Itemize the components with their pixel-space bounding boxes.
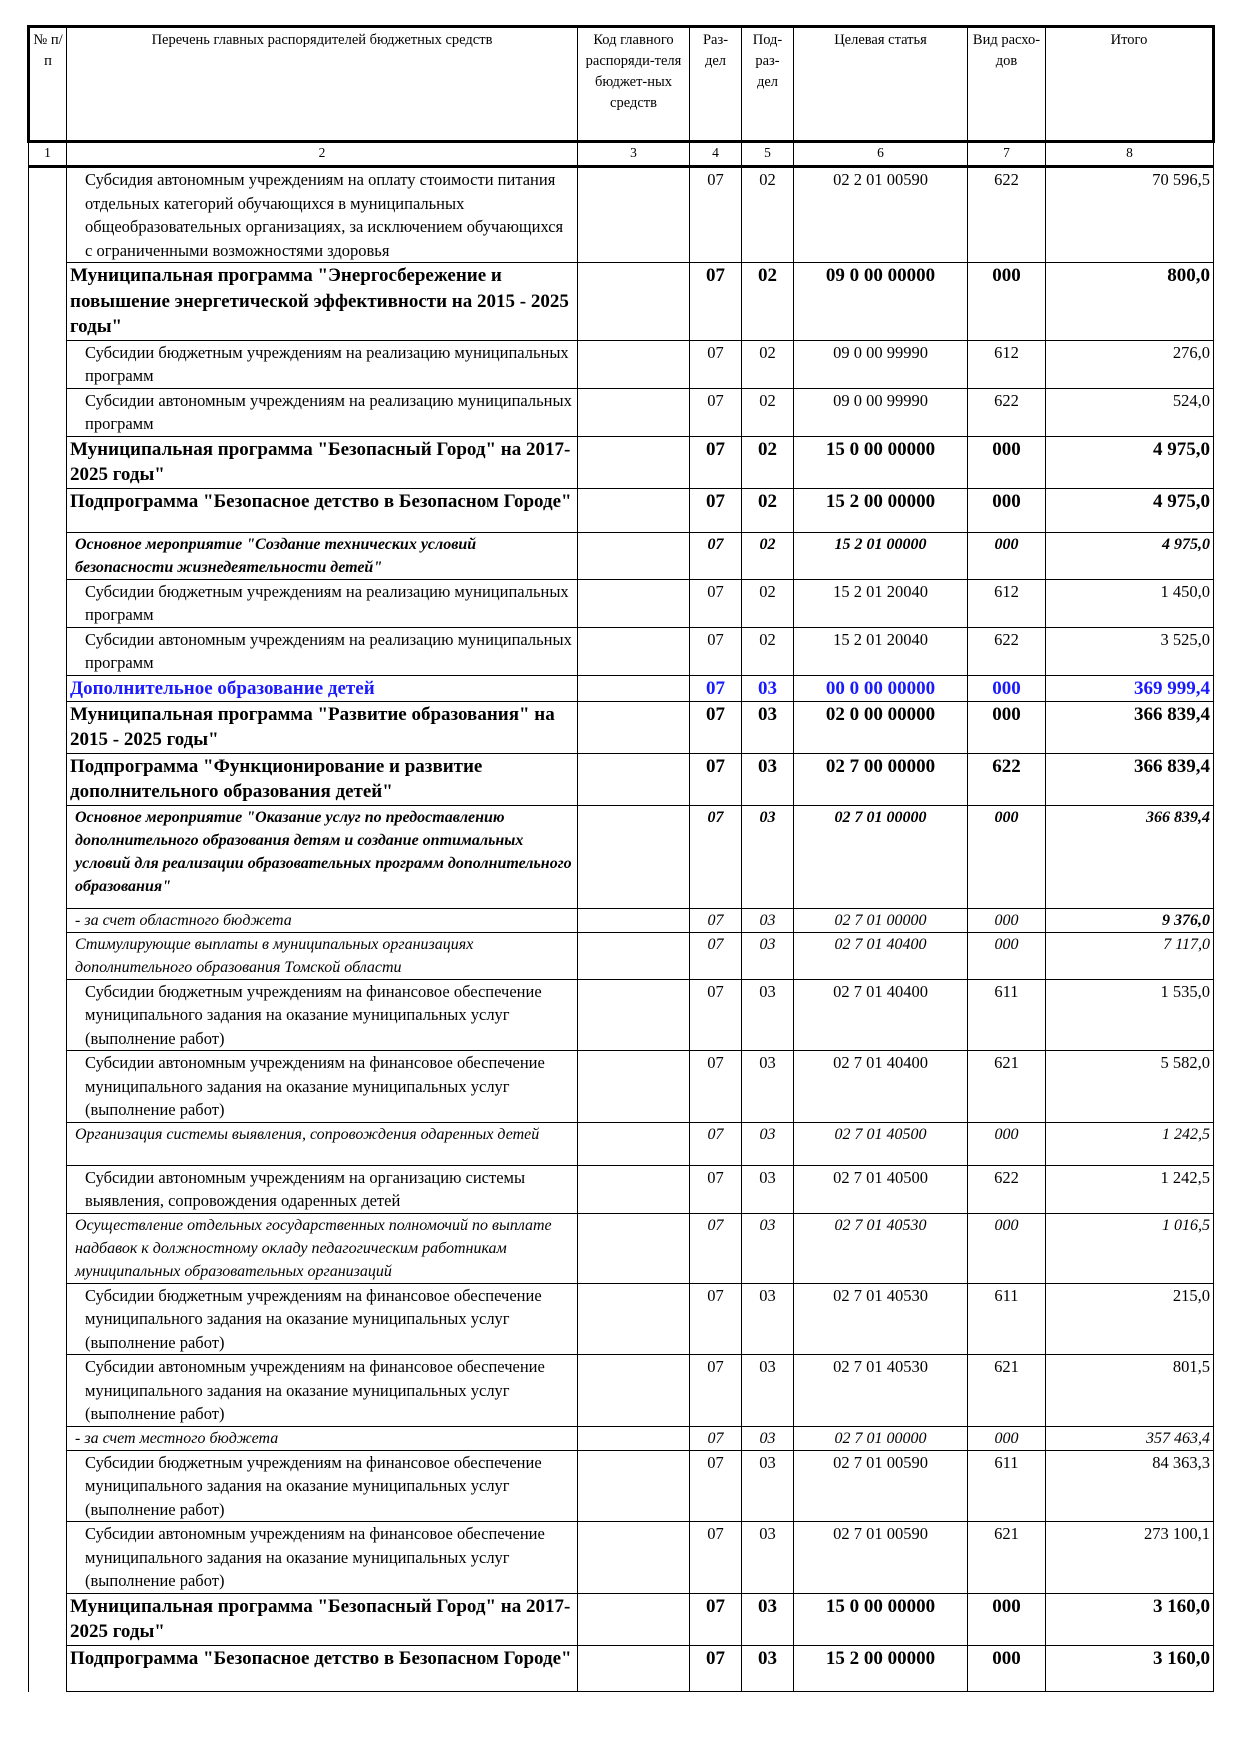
- row-name-cell: Субсидии бюджетным учреждениям на реализацию муниципальных программ: [67, 579, 578, 627]
- row-vid-cell: 000: [968, 701, 1046, 753]
- row-podrazdel-cell: 03: [742, 932, 794, 979]
- row-name-cell: Основное мероприятие "Создание технических условий безопасности жизнедеятельности детей": [67, 532, 578, 579]
- row-name-cell: Муниципальная программа "Развитие образования" на 2015 - 2025 годы": [67, 701, 578, 753]
- row-number-cell: [29, 1450, 67, 1522]
- row-name-cell: Стимулирующие выплаты в муниципальных организациях дополнительного образования Томской области: [67, 932, 578, 979]
- row-vid-cell: 000: [968, 1645, 1046, 1691]
- row-code-cell: [578, 1522, 690, 1594]
- row-podrazdel-cell: 02: [742, 627, 794, 675]
- row-vid-cell: 000: [968, 532, 1046, 579]
- row-name-cell: Муниципальная программа "Безопасный Город" на 2017- 2025 годы": [67, 436, 578, 488]
- row-razdel-cell: 07: [690, 579, 742, 627]
- row-total-cell: 4 975,0: [1046, 532, 1214, 579]
- row-name-cell: - за счет областного бюджета: [67, 908, 578, 932]
- table-row: [29, 488, 1214, 532]
- table-row: [29, 167, 1214, 263]
- row-article-cell: 02 0 00 00000: [794, 701, 968, 753]
- row-podrazdel-cell: 03: [742, 1165, 794, 1213]
- row-vid-cell: 000: [968, 1426, 1046, 1450]
- row-article-cell: 02 7 01 40530: [794, 1213, 968, 1283]
- row-code-cell: [578, 1283, 690, 1355]
- table-row: [29, 979, 1214, 1051]
- row-vid-cell: 000: [968, 263, 1046, 341]
- column-number: 5: [742, 142, 794, 167]
- row-podrazdel-cell: 03: [742, 1426, 794, 1450]
- row-article-cell: 15 2 00 00000: [794, 488, 968, 532]
- row-razdel-cell: 07: [690, 627, 742, 675]
- row-razdel-cell: 07: [690, 675, 742, 701]
- row-article-cell: 02 7 01 40530: [794, 1355, 968, 1427]
- table-header-row: [29, 27, 1214, 142]
- row-code-cell: [578, 579, 690, 627]
- column-number: 3: [578, 142, 690, 167]
- row-vid-cell: 621: [968, 1355, 1046, 1427]
- row-article-cell: 02 7 01 40500: [794, 1165, 968, 1213]
- row-podrazdel-cell: 03: [742, 1593, 794, 1645]
- row-podrazdel-cell: 03: [742, 1122, 794, 1165]
- row-code-cell: [578, 979, 690, 1051]
- row-podrazdel-cell: 03: [742, 1450, 794, 1522]
- row-vid-cell: 000: [968, 908, 1046, 932]
- table-row: [29, 436, 1214, 488]
- row-razdel-cell: 07: [690, 753, 742, 805]
- row-article-cell: 02 7 01 40400: [794, 979, 968, 1051]
- row-number-cell: [29, 932, 67, 979]
- row-vid-cell: 000: [968, 675, 1046, 701]
- row-article-cell: 02 7 01 40530: [794, 1283, 968, 1355]
- row-total-cell: 7 117,0: [1046, 932, 1214, 979]
- row-total-cell: 273 100,1: [1046, 1522, 1214, 1594]
- table-row: [29, 1522, 1214, 1594]
- row-total-value: 9 376,0: [1162, 911, 1210, 929]
- row-razdel-cell: 07: [690, 1645, 742, 1691]
- row-name-cell: Субсидии автономным учреждениям на финансовое обеспечение муниципального задания на оказание муниципальных услуг (выполнение работ): [67, 1355, 578, 1427]
- column-number: 7: [968, 142, 1046, 167]
- row-podrazdel-cell: 02: [742, 263, 794, 341]
- row-vid-cell: 612: [968, 340, 1046, 388]
- row-razdel-cell: 07: [690, 1450, 742, 1522]
- row-razdel-cell: 07: [690, 1051, 742, 1123]
- header-col-names: Перечень главных распорядителей бюджетных средств: [67, 27, 578, 142]
- row-article-cell: 09 0 00 00000: [794, 263, 968, 341]
- row-razdel-cell: 07: [690, 340, 742, 388]
- row-number-cell: [29, 675, 67, 701]
- table-row: [29, 908, 1214, 932]
- row-article-cell: 02 7 01 00000: [794, 805, 968, 908]
- row-number-cell: [29, 340, 67, 388]
- row-vid-cell: 611: [968, 979, 1046, 1051]
- row-total-cell: 1 242,5: [1046, 1165, 1214, 1213]
- row-code-cell: [578, 1645, 690, 1691]
- row-total-cell: 1 450,0: [1046, 579, 1214, 627]
- row-vid-cell: 622: [968, 1165, 1046, 1213]
- row-number-cell: [29, 532, 67, 579]
- row-name-cell: Субсидии автономным учреждениям на финансовое обеспечение муниципального задания на оказание муниципальных услуг (выполнение работ): [67, 1051, 578, 1123]
- row-total-cell: 84 363,3: [1046, 1450, 1214, 1522]
- row-name-cell: - за счет местного бюджета: [67, 1426, 578, 1450]
- row-podrazdel-cell: 03: [742, 1645, 794, 1691]
- row-code-cell: [578, 1122, 690, 1165]
- row-total-cell: 366 839,4: [1046, 753, 1214, 805]
- row-podrazdel-cell: 03: [742, 701, 794, 753]
- row-code-cell: [578, 1426, 690, 1450]
- row-name-cell: Субсидии автономным учреждениям на финансовое обеспечение муниципального задания на оказание муниципальных услуг (выполнение работ): [67, 1522, 578, 1594]
- row-name-cell: Субсидии автономным учреждениям на организацию системы выявления, сопровождения одаренных детей: [67, 1165, 578, 1213]
- row-number-cell: [29, 627, 67, 675]
- row-number-cell: [29, 1355, 67, 1427]
- row-podrazdel-cell: 03: [742, 675, 794, 701]
- row-code-cell: [578, 627, 690, 675]
- row-total-cell: 800,0: [1046, 263, 1214, 341]
- row-total-cell: 801,5: [1046, 1355, 1214, 1427]
- row-number-cell: [29, 1122, 67, 1165]
- row-total-cell: 70 596,5: [1046, 167, 1214, 263]
- row-podrazdel-cell: 02: [742, 436, 794, 488]
- row-razdel-cell: 07: [690, 979, 742, 1051]
- row-total-cell: 3 160,0: [1046, 1593, 1214, 1645]
- row-name-cell: Субсидии бюджетным учреждениям на финансовое обеспечение муниципального задания на оказание муниципальных услуг (выполнение работ): [67, 1283, 578, 1355]
- row-name-cell: Подпрограмма "Функционирование и развитие дополнительного образования детей": [67, 753, 578, 805]
- header-col-total: Итого: [1046, 27, 1214, 142]
- table-row: [29, 805, 1214, 908]
- header-col-number: № п/п: [29, 27, 67, 142]
- table-body: [29, 167, 1214, 1692]
- row-razdel-cell: 07: [690, 805, 742, 908]
- row-code-cell: [578, 675, 690, 701]
- row-code-cell: [578, 805, 690, 908]
- row-podrazdel-cell: 03: [742, 753, 794, 805]
- header-col-article: Целевая статья: [794, 27, 968, 142]
- row-name-cell: Подпрограмма "Безопасное детство в Безопасном Городе": [67, 1645, 578, 1691]
- row-total-cell: [1046, 908, 1214, 932]
- row-name-cell: Субсидии автономным учреждениям на реализацию муниципальных программ: [67, 627, 578, 675]
- header-col-vid: Вид расхо-дов: [968, 27, 1046, 142]
- row-podrazdel-cell: 03: [742, 1051, 794, 1123]
- row-name-cell: Муниципальная программа "Безопасный Город" на 2017- 2025 годы": [67, 1593, 578, 1645]
- row-article-cell: 15 2 01 20040: [794, 627, 968, 675]
- row-vid-cell: 000: [968, 436, 1046, 488]
- budget-table-sheet: [27, 25, 1212, 1692]
- row-number-cell: [29, 753, 67, 805]
- row-code-cell: [578, 436, 690, 488]
- row-number-cell: [29, 908, 67, 932]
- row-razdel-cell: 07: [690, 1355, 742, 1427]
- row-razdel-cell: 07: [690, 932, 742, 979]
- row-article-cell: 02 7 01 00590: [794, 1522, 968, 1594]
- row-razdel-cell: 07: [690, 1165, 742, 1213]
- row-vid-cell: 000: [968, 1122, 1046, 1165]
- table-row: [29, 627, 1214, 675]
- table-row: [29, 532, 1214, 579]
- row-vid-cell: 622: [968, 627, 1046, 675]
- row-name-cell: Муниципальная программа "Энергосбережение и повышение энергетической эффективности на 2015 - 2025 годы": [67, 263, 578, 341]
- row-number-cell: [29, 1051, 67, 1123]
- row-code-cell: [578, 1593, 690, 1645]
- column-number: 1: [29, 142, 67, 167]
- row-code-cell: [578, 1165, 690, 1213]
- row-razdel-cell: 07: [690, 1426, 742, 1450]
- row-number-cell: [29, 1283, 67, 1355]
- row-name-cell: Субсидии бюджетным учреждениям на финансовое обеспечение муниципального задания на оказание муниципальных услуг (выполнение работ): [67, 1450, 578, 1522]
- row-number-cell: [29, 1426, 67, 1450]
- row-number-cell: [29, 167, 67, 263]
- row-code-cell: [578, 932, 690, 979]
- row-article-cell: 15 0 00 00000: [794, 436, 968, 488]
- row-podrazdel-cell: 02: [742, 579, 794, 627]
- row-number-cell: [29, 388, 67, 436]
- row-vid-cell: 000: [968, 1593, 1046, 1645]
- row-name-cell: Осуществление отдельных государственных полномочий по выплате надбавок к должностному окладу педагогическим работникам муниципальных образовательных организаций: [67, 1213, 578, 1283]
- row-total-cell: 4 975,0: [1046, 488, 1214, 532]
- row-code-cell: [578, 532, 690, 579]
- row-vid-cell: 621: [968, 1522, 1046, 1594]
- row-code-cell: [578, 1355, 690, 1427]
- row-name-cell: Субсидии бюджетным учреждениям на реализацию муниципальных программ: [67, 340, 578, 388]
- row-podrazdel-cell: 02: [742, 340, 794, 388]
- row-razdel-cell: 07: [690, 908, 742, 932]
- row-article-cell: 09 0 00 99990: [794, 340, 968, 388]
- row-podrazdel-cell: 03: [742, 979, 794, 1051]
- row-total-cell: 215,0: [1046, 1283, 1214, 1355]
- row-podrazdel-cell: 03: [742, 1283, 794, 1355]
- row-article-cell: 15 0 00 00000: [794, 1593, 968, 1645]
- row-number-cell: [29, 488, 67, 532]
- table-row: [29, 753, 1214, 805]
- row-code-cell: [578, 753, 690, 805]
- table-row: [29, 1450, 1214, 1522]
- row-article-cell: 00 0 00 00000: [794, 675, 968, 701]
- row-razdel-cell: 07: [690, 167, 742, 263]
- column-number: 4: [690, 142, 742, 167]
- row-number-cell: [29, 1165, 67, 1213]
- row-vid-cell: 611: [968, 1450, 1046, 1522]
- row-podrazdel-cell: 02: [742, 167, 794, 263]
- row-code-cell: [578, 908, 690, 932]
- table-row: [29, 1355, 1214, 1427]
- row-number-cell: [29, 979, 67, 1051]
- row-razdel-cell: 07: [690, 701, 742, 753]
- row-podrazdel-cell: 02: [742, 388, 794, 436]
- row-vid-cell: 612: [968, 579, 1046, 627]
- row-vid-cell: 622: [968, 167, 1046, 263]
- table-row: [29, 1122, 1214, 1165]
- row-razdel-cell: 07: [690, 488, 742, 532]
- row-vid-cell: 621: [968, 1051, 1046, 1123]
- row-razdel-cell: 07: [690, 532, 742, 579]
- budget-table: [27, 25, 1215, 1692]
- table-row: [29, 388, 1214, 436]
- table-row: [29, 1645, 1214, 1691]
- row-vid-cell: 000: [968, 1213, 1046, 1283]
- row-razdel-cell: 07: [690, 1283, 742, 1355]
- table-row: [29, 1283, 1214, 1355]
- row-article-cell: 02 7 00 00000: [794, 753, 968, 805]
- row-vid-cell: 000: [968, 932, 1046, 979]
- row-number-cell: [29, 805, 67, 908]
- row-article-cell: 02 7 01 00000: [794, 1426, 968, 1450]
- row-article-cell: 15 2 00 00000: [794, 1645, 968, 1691]
- table-row: [29, 340, 1214, 388]
- row-name-cell: Подпрограмма "Безопасное детство в Безопасном Городе": [67, 488, 578, 532]
- row-vid-cell: 000: [968, 805, 1046, 908]
- row-code-cell: [578, 263, 690, 341]
- row-code-cell: [578, 340, 690, 388]
- row-total-cell: 369 999,4: [1046, 675, 1214, 701]
- column-number: 8: [1046, 142, 1214, 167]
- row-podrazdel-cell: 03: [742, 1355, 794, 1427]
- row-razdel-cell: 07: [690, 263, 742, 341]
- table-row: [29, 579, 1214, 627]
- table-row: [29, 932, 1214, 979]
- row-code-cell: [578, 167, 690, 263]
- table-row: [29, 675, 1214, 701]
- row-name-cell: Субсидии бюджетным учреждениям на финансовое обеспечение муниципального задания на оказание муниципальных услуг (выполнение работ): [67, 979, 578, 1051]
- row-total-cell: 276,0: [1046, 340, 1214, 388]
- table-row: [29, 1051, 1214, 1123]
- row-podrazdel-cell: 03: [742, 1522, 794, 1594]
- row-number-cell: [29, 1522, 67, 1594]
- row-code-cell: [578, 1450, 690, 1522]
- row-name-cell: Субсидия автономным учреждениям на оплату стоимости питания отдельных категорий обучающихся в муниципальных общеобразовательных организациях, за исключением обучающихся с ограниченными возможностями здоровья: [67, 167, 578, 263]
- row-code-cell: [578, 1213, 690, 1283]
- row-razdel-cell: 07: [690, 1122, 742, 1165]
- table-row: [29, 263, 1214, 341]
- row-podrazdel-cell: 03: [742, 1213, 794, 1283]
- row-article-cell: 09 0 00 99990: [794, 388, 968, 436]
- header-col-razdel: Раз-дел: [690, 27, 742, 142]
- row-number-cell: [29, 1593, 67, 1645]
- row-article-cell: 02 7 01 40400: [794, 1051, 968, 1123]
- row-podrazdel-cell: 02: [742, 532, 794, 579]
- row-code-cell: [578, 1051, 690, 1123]
- row-razdel-cell: 07: [690, 388, 742, 436]
- row-total-cell: 3 525,0: [1046, 627, 1214, 675]
- row-total-cell: 1 535,0: [1046, 979, 1214, 1051]
- row-total-cell: 1 016,5: [1046, 1213, 1214, 1283]
- row-number-cell: [29, 436, 67, 488]
- row-name-cell: Основное мероприятие "Оказание услуг по предоставлению дополнительного образования детям и создание оптимальных условий для реализации образовательных программ дополнительного образования": [67, 805, 578, 908]
- row-number-cell: [29, 579, 67, 627]
- row-total-cell: 3 160,0: [1046, 1645, 1214, 1691]
- row-number-cell: [29, 263, 67, 341]
- column-number: 6: [794, 142, 968, 167]
- row-vid-cell: 622: [968, 753, 1046, 805]
- row-razdel-cell: 07: [690, 436, 742, 488]
- row-code-cell: [578, 388, 690, 436]
- row-article-cell: 02 2 01 00590: [794, 167, 968, 263]
- column-numbers-row: [29, 142, 1214, 167]
- row-razdel-cell: 07: [690, 1522, 742, 1594]
- table-row: [29, 701, 1214, 753]
- row-number-cell: [29, 1645, 67, 1691]
- row-razdel-cell: 07: [690, 1213, 742, 1283]
- row-razdel-cell: 07: [690, 1593, 742, 1645]
- row-code-cell: [578, 701, 690, 753]
- header-col-podrazdel: Под-раз-дел: [742, 27, 794, 142]
- row-article-cell: 02 7 01 40500: [794, 1122, 968, 1165]
- row-total-cell: 366 839,4: [1046, 701, 1214, 753]
- row-name-cell: Организация системы выявления, сопровождения одаренных детей: [67, 1122, 578, 1165]
- row-vid-cell: 611: [968, 1283, 1046, 1355]
- row-article-cell: 02 7 01 00000: [794, 908, 968, 932]
- row-podrazdel-cell: 02: [742, 488, 794, 532]
- row-number-cell: [29, 701, 67, 753]
- row-article-cell: 02 7 01 00590: [794, 1450, 968, 1522]
- row-total-cell: 524,0: [1046, 388, 1214, 436]
- row-podrazdel-cell: 03: [742, 908, 794, 932]
- row-vid-cell: 000: [968, 488, 1046, 532]
- row-total-cell: 1 242,5: [1046, 1122, 1214, 1165]
- row-total-cell: 5 582,0: [1046, 1051, 1214, 1123]
- table-row: [29, 1165, 1214, 1213]
- table-row: [29, 1213, 1214, 1283]
- row-vid-cell: 622: [968, 388, 1046, 436]
- row-code-cell: [578, 488, 690, 532]
- column-number: 2: [67, 142, 578, 167]
- row-total-cell: 4 975,0: [1046, 436, 1214, 488]
- row-total-cell: 357 463,4: [1046, 1426, 1214, 1450]
- table-row: [29, 1593, 1214, 1645]
- row-name-cell: Субсидии автономным учреждениям на реализацию муниципальных программ: [67, 388, 578, 436]
- row-number-cell: [29, 1213, 67, 1283]
- row-article-cell: 15 2 01 20040: [794, 579, 968, 627]
- row-article-cell: 15 2 01 00000: [794, 532, 968, 579]
- row-total-cell: 366 839,4: [1046, 805, 1214, 908]
- row-podrazdel-cell: 03: [742, 805, 794, 908]
- row-name-cell: Дополнительное образование детей: [67, 675, 578, 701]
- header-col-code: Код главного распоряди-теля бюджет-ных средств: [578, 27, 690, 142]
- table-row: [29, 1426, 1214, 1450]
- row-article-cell: 02 7 01 40400: [794, 932, 968, 979]
